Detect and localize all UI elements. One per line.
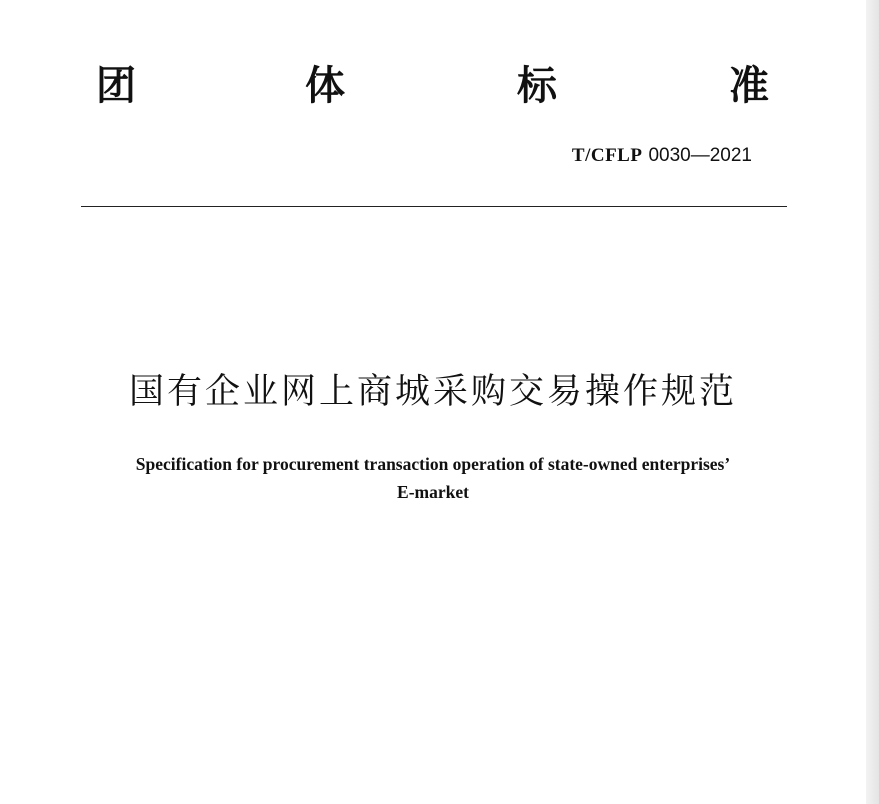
standard-prefix: T/CFLP (571, 145, 643, 166)
english-title (60, 450, 806, 506)
standard-code: 0030—2021 (648, 145, 752, 166)
english-title-line-2: E-market (397, 482, 469, 502)
viewer-edge (866, 0, 879, 804)
standard-number (572, 145, 752, 167)
english-title-line-1: Specification for procurement transaction operation of state-owned enterprises’ (135, 454, 731, 474)
category-char-1: 团 (96, 63, 136, 109)
category-char-4: 准 (729, 63, 769, 109)
chinese-title: 国有企业网上商城采购交易操作规范 (128, 372, 737, 412)
header-divider (81, 206, 787, 207)
category-char-3: 标 (517, 63, 557, 109)
category-char-2: 体 (305, 63, 345, 109)
